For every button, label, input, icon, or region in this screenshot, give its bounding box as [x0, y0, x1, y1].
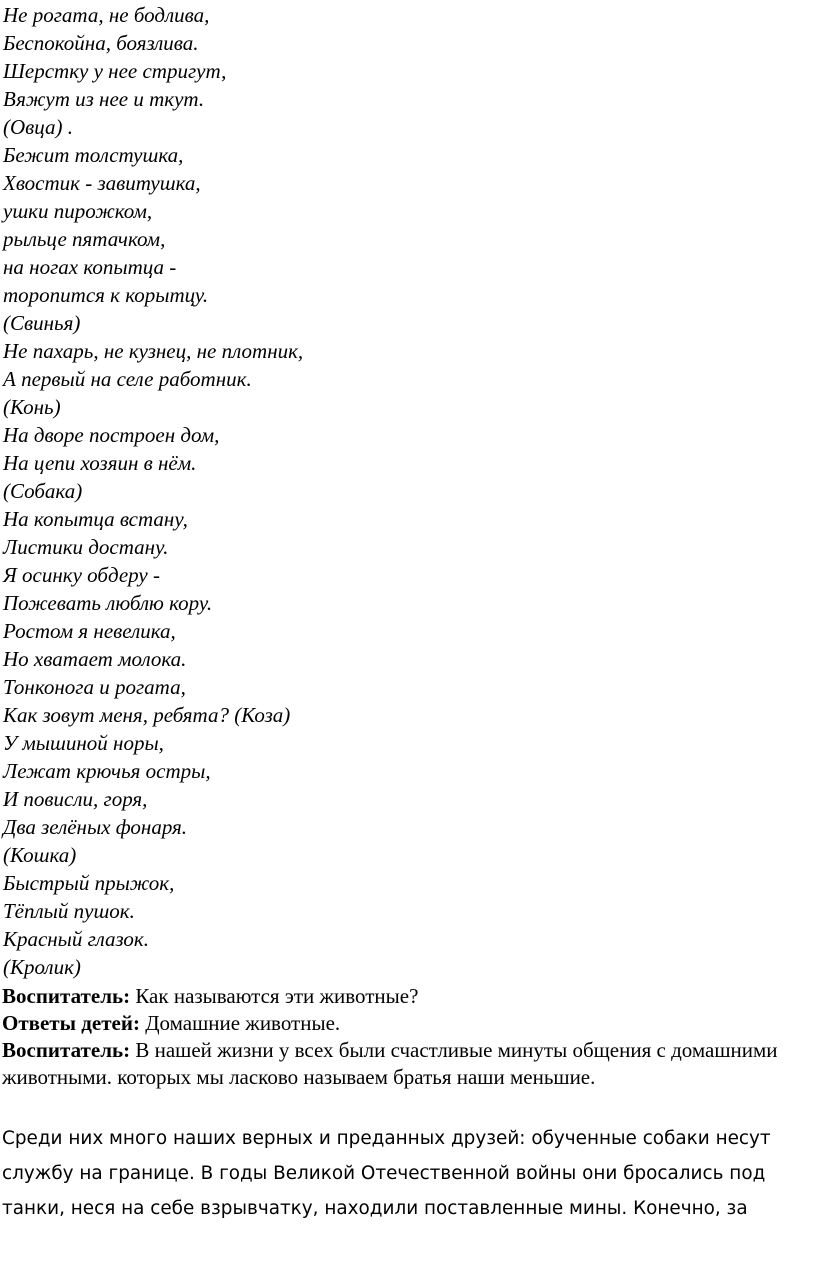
riddle-line: На цепи хозяин в нём. [3, 451, 197, 475]
riddle-line: Не рогата, не бодлива, [3, 3, 210, 27]
riddle-line: Тонконога и рогата, [3, 675, 186, 699]
riddle-answer: (Кролик) [3, 955, 81, 979]
riddle-line: На дворе построен дом, [3, 423, 220, 447]
riddle-line: Пожевать люблю кору. [3, 591, 213, 615]
riddle-line: Быстрый прыжок, [3, 871, 175, 895]
riddle-line: Шерстку у нее стригут, [3, 59, 227, 83]
riddle-line: Тёплый пушок. [3, 899, 135, 923]
riddle-answer: (Овца) . [3, 115, 74, 139]
riddle-answer: (Свинья) [3, 311, 81, 335]
riddle-line: И повисли, горя, [3, 787, 148, 811]
riddle-line: У мышиной норы, [3, 731, 164, 755]
riddle-line: на ногах копытца - [3, 255, 177, 279]
riddle-line: рыльце пятачком, [3, 227, 166, 251]
prose-paragraph: Среди них много наших верных и преданных друзей: обученные собаки несут службу на границе. В годы Великой Отечественной войны они бросались под танки, неся на себе взрывчатку, находили поставленные мины. Конечно, за [2, 1128, 771, 1219]
riddle-answer: (Конь) [3, 395, 61, 419]
riddle-line: Лежат крючья остры, [3, 759, 211, 783]
dialogue-text: Домашние животные. [139, 1011, 341, 1035]
riddle-line: Листики достану. [3, 535, 169, 559]
riddle-line: На копытца встану, [3, 507, 188, 531]
dialogue-text: В нашей жизни у всех были счастливые минуты общения с домашними животными. которых мы ласково называем братья наши меньшие. [2, 1038, 778, 1089]
riddle-line: А первый на селе работник. [3, 367, 252, 391]
riddle-line: Хвостик - завитушка, [3, 171, 201, 195]
riddle-line: Не пахарь, не кузнец, не плотник, [3, 339, 304, 363]
riddle-line: Два зелёных фонаря. [3, 815, 188, 839]
dialogue-text: Как называются эти животные? [130, 984, 419, 1008]
riddle-line: Но хватает молока. [3, 647, 187, 671]
riddle-line: Беспокойна, боязлива. [3, 31, 199, 55]
riddle-line: ушки пирожком, [3, 199, 153, 223]
riddles-list [3, 1, 303, 981]
riddle-line: Я осинку обдеру - [3, 563, 160, 587]
riddle-line: Ростом я невелика, [3, 619, 176, 643]
dialogue-line [2, 1010, 802, 1037]
riddle-answer: (Собака) [3, 479, 83, 503]
speaker-label: Воспитатель: [2, 984, 131, 1008]
riddle-line: Вяжут из нее и ткут. [3, 87, 205, 111]
dialogue-line [2, 983, 802, 1010]
speaker-label: Воспитатель: [2, 1038, 131, 1062]
riddle-line: Красный глазок. [3, 927, 149, 951]
riddle-line: Бежит толстушка, [3, 143, 184, 167]
dialogue-line [2, 1037, 802, 1091]
riddle-line: Как зовут меня, ребята? (Коза) [3, 703, 291, 727]
riddle-answer: (Кошка) [3, 843, 77, 867]
riddle-line: торопится к корытцу. [3, 283, 209, 307]
speaker-label: Ответы детей: [2, 1011, 140, 1035]
dialogue-block [2, 983, 802, 1091]
